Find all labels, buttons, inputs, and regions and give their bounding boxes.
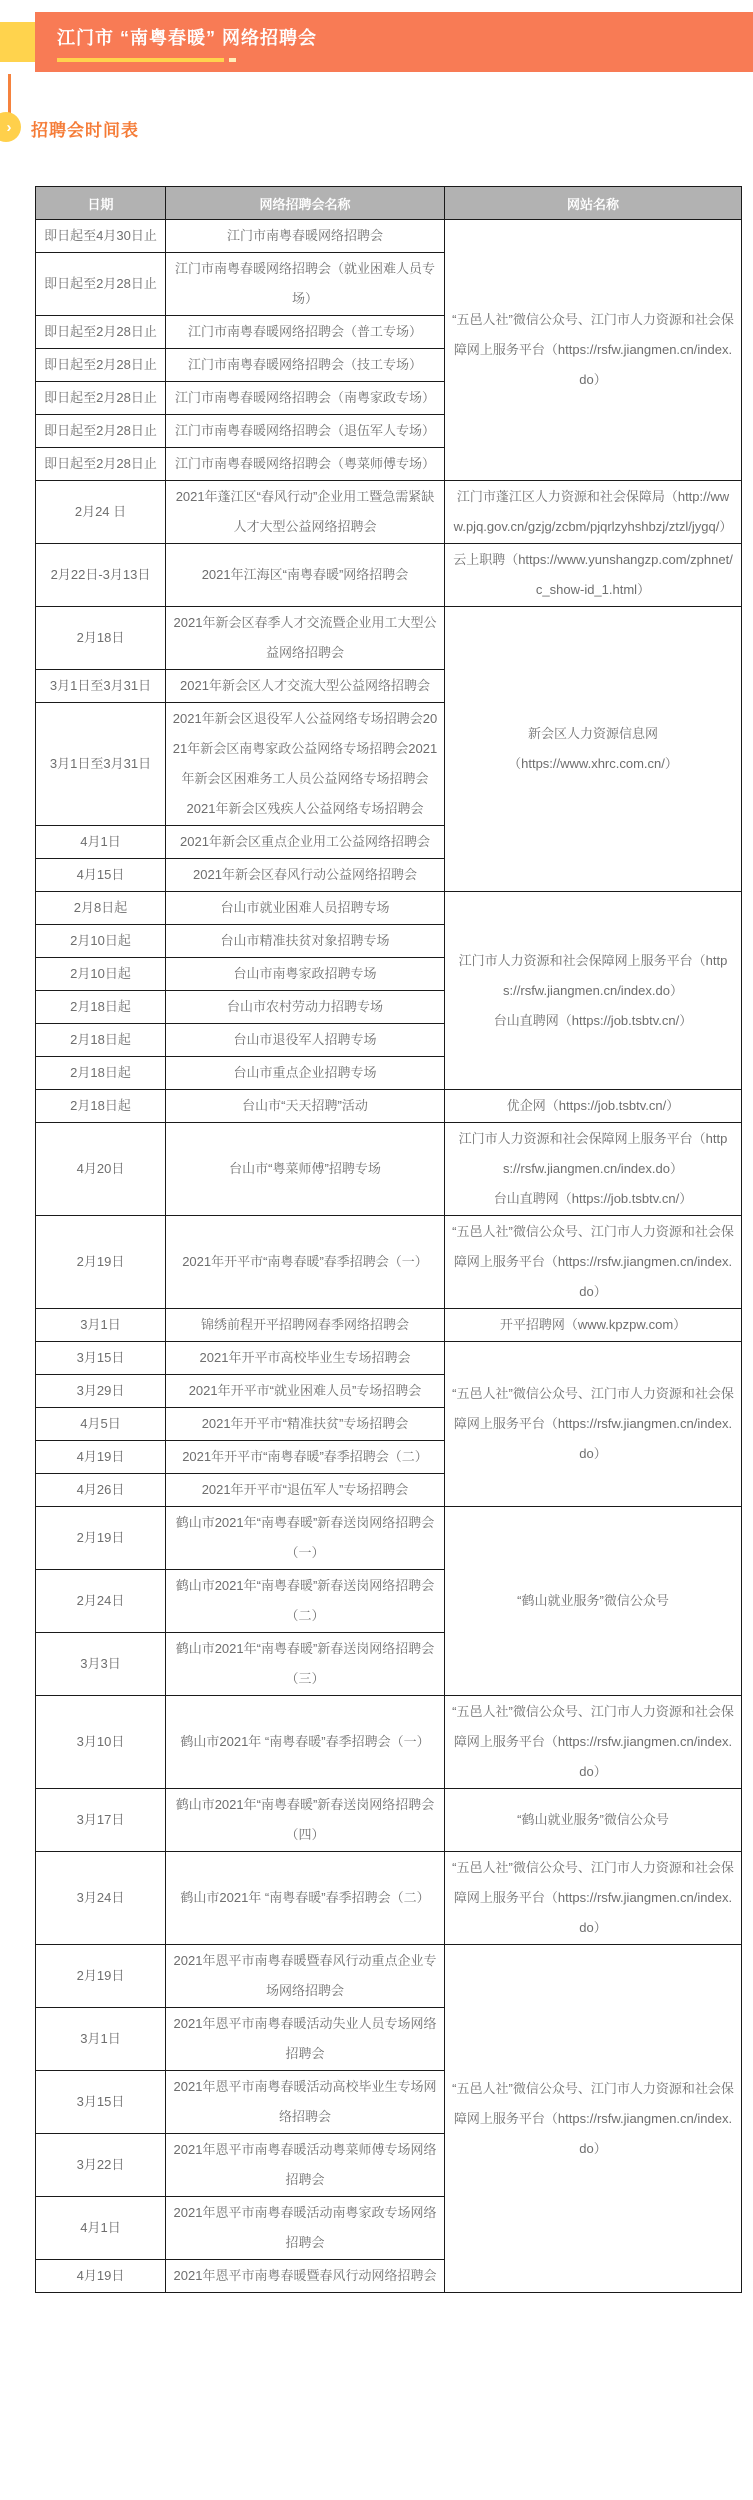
website-cell [445,1852,742,1945]
banner-bar [35,12,753,72]
fair-name-cell [166,2197,445,2260]
date-cell: 2月19日 [36,1216,166,1309]
cell-text: “五邑人社”微信公众号、江门市人力资源和社会保障网上服务平台（https://rsfw.jiangmen.cn/index.do） [452,1224,734,1299]
fair-name-cell [166,1024,445,1057]
banner-underline-dash [229,58,236,62]
fair-name-cell [166,1057,445,1090]
fair-name-cell [166,415,445,448]
fair-name-cell [166,2008,445,2071]
table-row [36,1216,742,1309]
cell-text: 开平招聘网（www.kpzpw.com） [499,1317,687,1332]
cell-text: 江门市南粤春暖网络招聘会 [226,228,383,243]
cell-text: “鹤山就业服务”微信公众号 [517,1593,669,1608]
fair-name-cell [166,1633,445,1696]
date-cell: 2月18日起 [36,1057,166,1090]
website-cell [445,1789,742,1852]
table-row [36,1945,742,2008]
website-cell [445,1696,742,1789]
date-cell: 3月1日至3月31日 [36,670,166,703]
website-cell [445,1090,742,1123]
date-cell: 2月18日 [36,607,166,670]
cell-text: “五邑人社”微信公众号、江门市人力资源和社会保障网上服务平台（https://rsfw.jiangmen.cn/index.do） [452,312,734,387]
date-cell: 3月10日 [36,1696,166,1789]
cell-text: “五邑人社”微信公众号、江门市人力资源和社会保障网上服务平台（https://rsfw.jiangmen.cn/index.do） [452,1386,734,1461]
date-cell: 4月1日 [36,2197,166,2260]
fair-name-cell [166,859,445,892]
cell-text: 鹤山市2021年 “南粤春暖”春季招聘会（一） [180,1734,430,1749]
cell-text: 台山直聘网（https://job.tsbtv.cn/） [493,1012,693,1028]
cell-text: 2021年恩平市南粤春暖活动高校毕业生专场网络招聘会 [173,2079,437,2124]
date-cell: 2月18日起 [36,991,166,1024]
cell-text: “鹤山就业服务”微信公众号 [517,1812,669,1827]
cell-text: 云上职聘（https://www.yunshangzp.com/zphnet/c_show-id_1.html） [453,552,733,597]
cell-text: 2021年开平市“精准扶贫”专场招聘会 [201,1416,409,1431]
date-cell: 3月29日 [36,1375,166,1408]
table-row [36,1696,742,1789]
fair-name-cell [166,1090,445,1123]
fair-name-cell [166,1441,445,1474]
fair-name-cell [166,1474,445,1507]
table-row [36,1342,742,1375]
fair-name-cell [166,2071,445,2134]
section-title: 招聘会时间表 [31,121,139,140]
cell-text: 优企网（https://job.tsbtv.cn/） [506,1098,680,1113]
cell-text: 鹤山市2021年“南粤春暖”新春送岗网络招聘会（一） [175,1515,435,1560]
date-cell: 2月19日 [36,1945,166,2008]
fair-name-cell [166,1852,445,1945]
table-row [36,1090,742,1123]
date-cell: 即日起至4月30日止 [36,220,166,253]
cell-text: 台山市重点企业招聘专场 [233,1065,377,1080]
cell-text: 2021年恩平市南粤春暖活动南粤家政专场网络招聘会 [173,2205,437,2250]
cell-text: 江门市南粤春暖网络招聘会（粤菜师傅专场） [174,456,435,471]
fair-name-cell [166,382,445,415]
cell-text: 2021年新会区春风行动公益网络招聘会 [193,867,417,882]
cell-text: 江门市南粤春暖网络招聘会（普工专场） [187,324,422,339]
date-cell: 3月1日 [36,1309,166,1342]
date-cell: 2月18日起 [36,1090,166,1123]
fair-name-cell [166,892,445,925]
fair-name-cell [166,1309,445,1342]
fair-name-cell [166,2134,445,2197]
cell-text: 2021年开平市“南粤春暖”春季招聘会（二） [182,1449,428,1464]
date-cell: 3月15日 [36,1342,166,1375]
date-cell: 2月18日起 [36,1024,166,1057]
table-row [36,892,742,925]
table-header-row [36,187,742,220]
fair-name-cell [166,1123,445,1216]
fair-name-cell [166,544,445,607]
cell-text: 2021年恩平市南粤春暖暨春风行动重点企业专场网络招聘会 [173,1953,437,1998]
fair-name-cell [166,607,445,670]
date-cell: 2月22日-3月13日 [36,544,166,607]
table-body [36,220,742,2293]
cell-text: 江门市南粤春暖网络招聘会（技工专场） [187,357,422,372]
fair-name-cell [166,1945,445,2008]
website-cell [445,481,742,544]
cell-text: 2021年新会区春季人才交流暨企业用工大型公益网络招聘会 [173,615,437,660]
cell-text: 2021年蓬江区“春风行动”企业用工暨急需紧缺人才大型公益网络招聘会 [175,489,435,534]
cell-text: 新会区人力资源信息网 [527,726,658,741]
fair-name-cell [166,1570,445,1633]
cell-text: 2021年恩平市南粤春暖活动失业人员专场网络招聘会 [173,2016,437,2061]
fair-name-cell [166,703,445,826]
fair-name-cell [166,253,445,316]
table-row [36,1507,742,1570]
cell-text: 2021年江海区“南粤春暖”网络招聘会 [201,567,409,582]
top-banner [0,0,753,72]
website-cell [445,1507,742,1696]
date-cell: 3月22日 [36,2134,166,2197]
fair-name-cell [166,991,445,1024]
cell-text: “五邑人社”微信公众号、江门市人力资源和社会保障网上服务平台（https://rsfw.jiangmen.cn/index.do） [452,2080,734,2156]
date-cell: 3月17日 [36,1789,166,1852]
website-cell [445,220,742,481]
chevron-right-icon: › [0,112,21,142]
cell-text: 台山市农村劳动力招聘专场 [226,999,383,1014]
page-title: 江门市 “南粤春暖” 网络招聘会 [57,28,318,48]
cell-text: 台山市“粤菜师傅”招聘专场 [229,1161,381,1176]
website-cell [445,607,742,892]
cell-text: 台山市南粤家政招聘专场 [233,966,377,981]
date-cell: 2月8日起 [36,892,166,925]
date-cell: 2月10日起 [36,958,166,991]
date-cell: 即日起至2月28日止 [36,448,166,481]
table-row [36,544,742,607]
fair-name-cell [166,1789,445,1852]
date-cell: 2月19日 [36,1507,166,1570]
cell-text: 2021年恩平市南粤春暖活动粤菜师傅专场网络招聘会 [173,2142,437,2187]
cell-text: 鹤山市2021年“南粤春暖”新春送岗网络招聘会（三） [175,1641,435,1686]
cell-text: 台山直聘网（https://job.tsbtv.cn/） [493,1191,693,1206]
cell-text: 2021年新会区退役军人公益网络专场招聘会2021年新会区南粤家政公益网络专场招聘会2021年新会区困难务工人员公益网络专场招聘会 [172,711,438,786]
date-cell: 4月15日 [36,859,166,892]
date-cell: 即日起至2月28日止 [36,349,166,382]
fair-name-cell [166,1375,445,1408]
cell-text: 江门市人力资源和社会保障网上服务平台（https://rsfw.jiangmen.cn/index.do） [458,952,728,998]
table-row [36,1123,742,1216]
table-row [36,1309,742,1342]
cell-text: 鹤山市2021年 “南粤春暖”春季招聘会（二） [180,1890,430,1905]
date-cell: 4月5日 [36,1408,166,1441]
fair-name-cell [166,316,445,349]
cell-text: 2021年开平市“就业困难人员”专场招聘会 [188,1383,422,1398]
yellow-square-decoration [0,22,37,62]
vertical-line-decoration [8,74,11,114]
fair-name-cell [166,1342,445,1375]
fair-name-cell [166,1216,445,1309]
date-cell: 即日起至2月28日止 [36,316,166,349]
table-row [36,1789,742,1852]
section-header [0,72,753,148]
fair-name-cell [166,220,445,253]
column-header-2: 网站名称 [445,187,742,220]
website-cell [445,1216,742,1309]
banner-underline [57,58,224,62]
date-cell: 3月1日至3月31日 [36,703,166,826]
website-cell [445,892,742,1090]
cell-text: 2021年开平市“退伍军人”专场招聘会 [201,1482,409,1497]
table-row [36,1852,742,1945]
website-cell [445,1123,742,1216]
date-cell: 即日起至2月28日止 [36,415,166,448]
cell-text: 台山市退役军人招聘专场 [233,1032,377,1047]
fair-name-cell [166,349,445,382]
cell-text: 台山市精准扶贫对象招聘专场 [220,933,390,948]
table-row [36,220,742,253]
table-row [36,607,742,670]
fair-name-cell [166,1507,445,1570]
table-header [36,187,742,220]
website-cell [445,544,742,607]
cell-text: 锦绣前程开平招聘网春季网络招聘会 [200,1317,409,1332]
cell-text: “五邑人社”微信公众号、江门市人力资源和社会保障网上服务平台（https://rsfw.jiangmen.cn/index.do） [452,1860,734,1935]
cell-text: 2021年开平市高校毕业生专场招聘会 [199,1350,411,1365]
cell-text: 台山市“天天招聘”活动 [242,1098,368,1113]
cell-text: 江门市南粤春暖网络招聘会（退伍军人专场） [174,423,435,438]
cell-text: 江门市南粤春暖网络招聘会（南粤家政专场） [174,390,435,405]
cell-text: 2021年开平市“南粤春暖”春季招聘会（一） [182,1254,428,1269]
fair-name-cell [166,1408,445,1441]
cell-text: 台山市就业困难人员招聘专场 [220,900,390,915]
fair-name-cell [166,481,445,544]
website-cell [445,1309,742,1342]
fair-name-cell [166,1696,445,1789]
date-cell: 3月3日 [36,1633,166,1696]
date-cell: 4月19日 [36,2260,166,2293]
date-cell: 3月15日 [36,2071,166,2134]
date-cell: 即日起至2月28日止 [36,382,166,415]
cell-text: 鹤山市2021年“南粤春暖”新春送岗网络招聘会（二） [175,1578,435,1623]
website-cell [445,1342,742,1507]
fair-name-cell [166,958,445,991]
date-cell: 4月1日 [36,826,166,859]
cell-text: 鹤山市2021年“南粤春暖”新春送岗网络招聘会（四） [175,1797,435,1842]
cell-text: 江门市南粤春暖网络招聘会（就业困难人员专场） [174,261,435,306]
date-cell: 2月24日 [36,1570,166,1633]
date-cell: 即日起至2月28日止 [36,253,166,316]
cell-text: 2021年新会区残疾人公益网络专场招聘会 [186,801,424,816]
schedule-table [35,186,742,2293]
date-cell: 4月26日 [36,1474,166,1507]
cell-text: 2021年新会区人才交流大型公益网络招聘会 [180,678,430,693]
fair-name-cell [166,670,445,703]
cell-text: 2021年新会区重点企业用工公益网络招聘会 [180,834,430,849]
fair-name-cell [166,2260,445,2293]
table-row [36,481,742,544]
date-cell: 3月1日 [36,2008,166,2071]
fair-name-cell [166,826,445,859]
date-cell: 2月10日起 [36,925,166,958]
cell-text: “五邑人社”微信公众号、江门市人力资源和社会保障网上服务平台（https://rsfw.jiangmen.cn/index.do） [452,1704,734,1779]
date-cell: 4月20日 [36,1123,166,1216]
column-header-1: 网络招聘会名称 [166,187,445,220]
cell-text: （https://www.xhrc.com.cn/） [508,756,678,771]
cell-text: 2021年恩平市南粤春暖暨春风行动网络招聘会 [173,2268,437,2283]
date-cell: 4月19日 [36,1441,166,1474]
fair-name-cell [166,448,445,481]
date-cell: 2月24 日 [36,481,166,544]
column-header-0: 日期 [36,187,166,220]
cell-text: 江门市人力资源和社会保障网上服务平台（https://rsfw.jiangmen.cn/index.do） [458,1131,728,1176]
website-cell [445,1945,742,2293]
cell-text: 江门市蓬江区人力资源和社会保障局（http://www.pjq.gov.cn/gzjg/zcbm/pjqrlzyhshbzj/ztzl/jygq/） [453,489,733,534]
fair-name-cell [166,925,445,958]
date-cell: 3月24日 [36,1852,166,1945]
banner-underline-row [57,58,753,62]
